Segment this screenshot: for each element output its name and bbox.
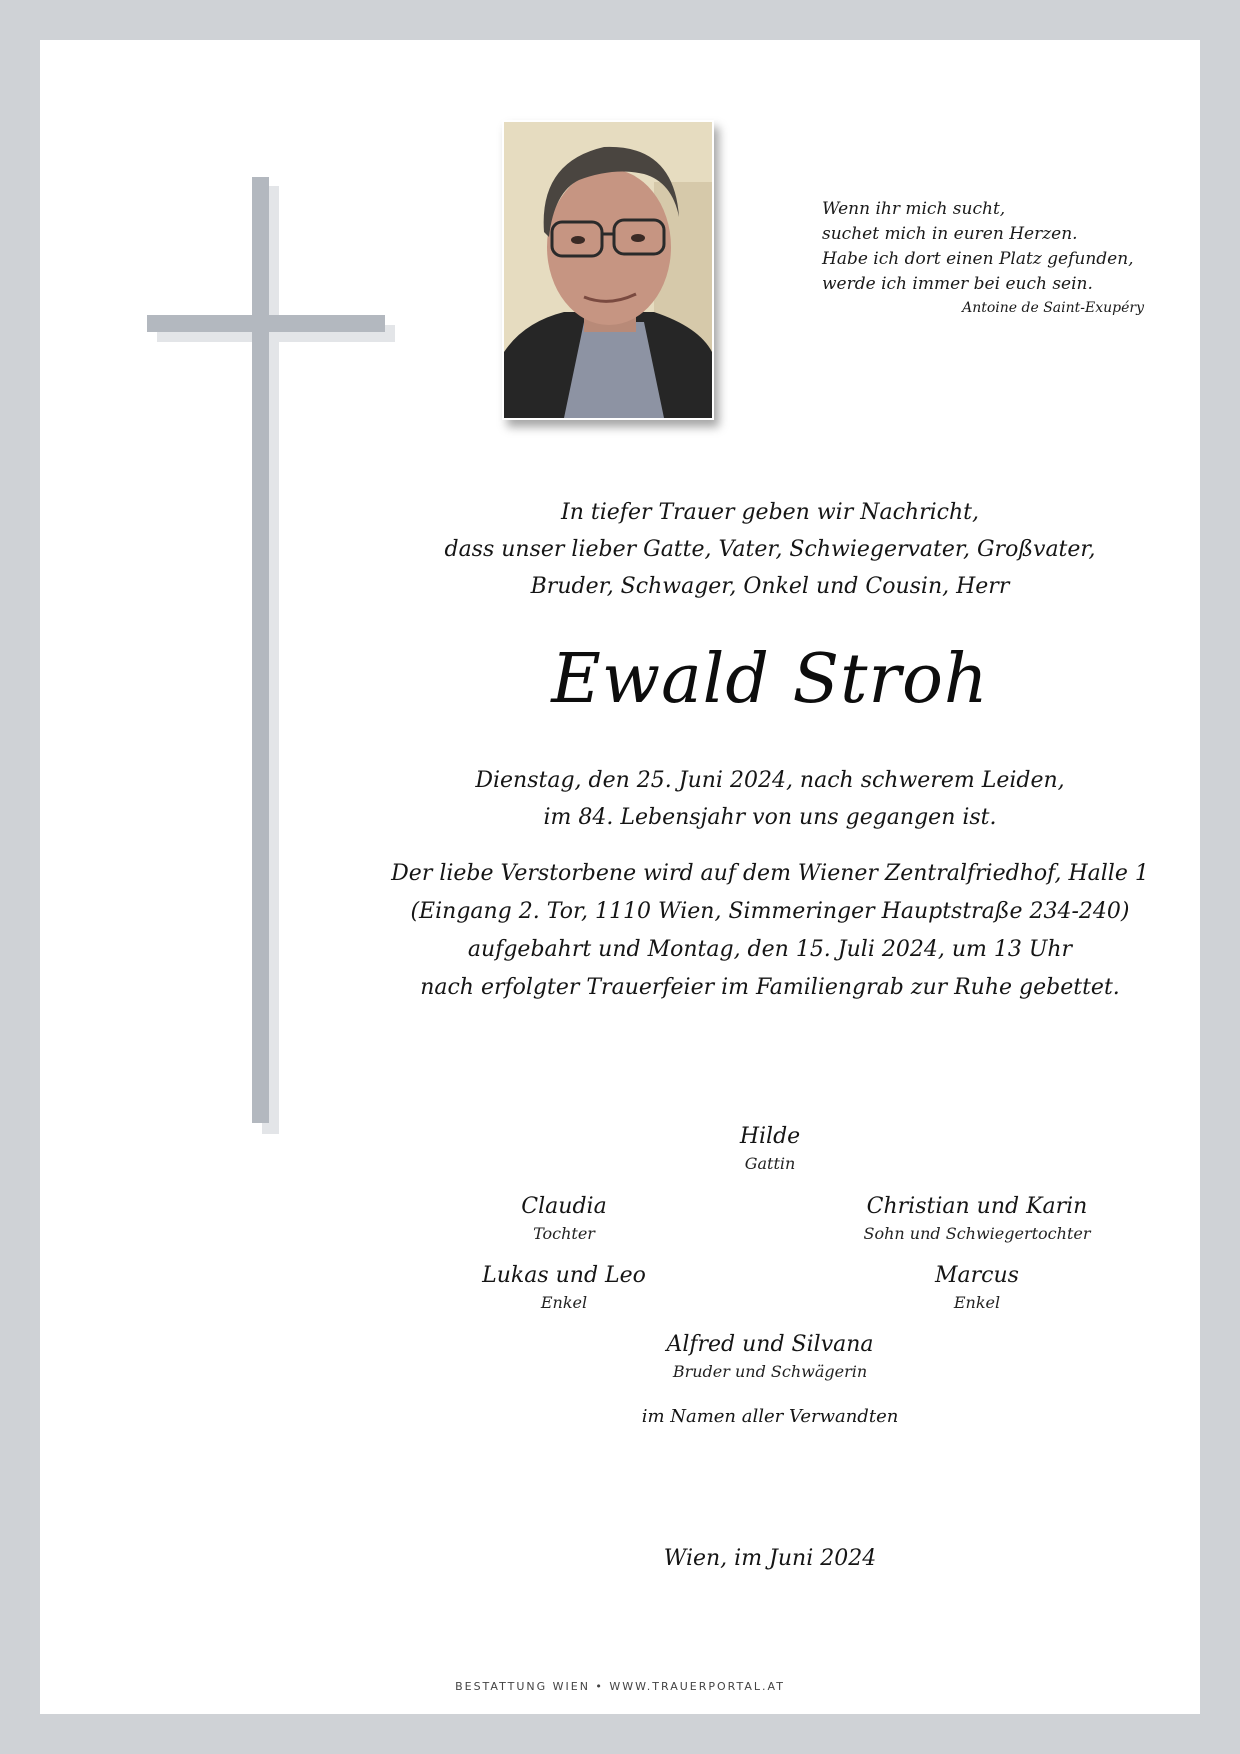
quote-line: Wenn ihr mich sucht,	[822, 199, 1006, 219]
quote-author: Antoine de Saint-Exupéry	[962, 300, 1144, 316]
funeral-details	[340, 855, 1200, 1007]
announcement-intro	[340, 494, 1200, 605]
mourner-relation: Sohn und Schwiegertochter	[863, 1224, 1091, 1243]
portrait-photo	[502, 120, 714, 420]
funeral-line: nach erfolgter Trauerfeier im Familiengrab zur Ruhe gebettet.	[420, 975, 1120, 1000]
funeral-line: Der liebe Verstorbene wird auf dem Wiener Zentralfriedhof, Halle 1	[391, 861, 1149, 886]
obituary-page	[40, 40, 1200, 1714]
intro-line: In tiefer Trauer geben wir Nachricht,	[561, 500, 979, 525]
mourner-name: Christian und Karin	[866, 1194, 1088, 1219]
portrait-illustration	[504, 122, 712, 418]
intro-line: dass unser lieber Gatte, Vater, Schwiegervater, Großvater,	[444, 537, 1096, 562]
quote-line: werde ich immer bei euch sein.	[822, 274, 1093, 294]
mourner-name: Claudia	[521, 1194, 607, 1219]
mourner-name: Hilde	[739, 1124, 801, 1149]
mourner-relation: Enkel	[540, 1293, 588, 1312]
mourner-entry	[404, 1192, 724, 1246]
death-notice	[340, 762, 1200, 836]
deceased-name: Ewald Stroh	[551, 640, 989, 719]
mourner-entry	[817, 1192, 1137, 1246]
quote-line: Habe ich dort einen Platz gefunden,	[822, 249, 1134, 269]
mourner-relation: Tochter	[533, 1224, 595, 1243]
mourner-entry	[610, 1122, 930, 1176]
mourner-name: Alfred und Silvana	[666, 1332, 874, 1357]
funeral-line: aufgebahrt und Montag, den 15. Juli 2024, um 13 Uhr	[467, 937, 1073, 962]
mourner-entry	[610, 1330, 930, 1384]
funeral-line: (Eingang 2. Tor, 1110 Wien, Simmeringer Hauptstraße 234-240)	[410, 899, 1130, 924]
quote-block	[822, 197, 1152, 319]
death-line: im 84. Lebensjahr von uns gegangen ist.	[543, 805, 997, 830]
intro-line: Bruder, Schwager, Onkel und Cousin, Herr	[530, 574, 1010, 599]
mourner-name: Marcus	[935, 1263, 1019, 1288]
cross-bar	[147, 315, 385, 332]
footer-credit: BESTATTUNG WIEN • WWW.TRAUERPORTAL.AT	[455, 1680, 785, 1693]
quote-line: suchet mich in euren Herzen.	[822, 224, 1078, 244]
death-line: Dienstag, den 25. Juni 2024, nach schwerem Leiden,	[475, 768, 1065, 793]
closing-line: im Namen aller Verwandten	[641, 1406, 899, 1427]
mourner-entry	[817, 1261, 1137, 1315]
mourner-relation: Gattin	[744, 1154, 796, 1173]
mourner-relation: Enkel	[953, 1293, 1001, 1312]
mourner-relation: Bruder und Schwägerin	[672, 1362, 868, 1381]
mourner-entry	[404, 1261, 724, 1315]
mourner-name: Lukas und Leo	[482, 1263, 646, 1288]
place-date: Wien, im Juni 2024	[663, 1546, 877, 1571]
